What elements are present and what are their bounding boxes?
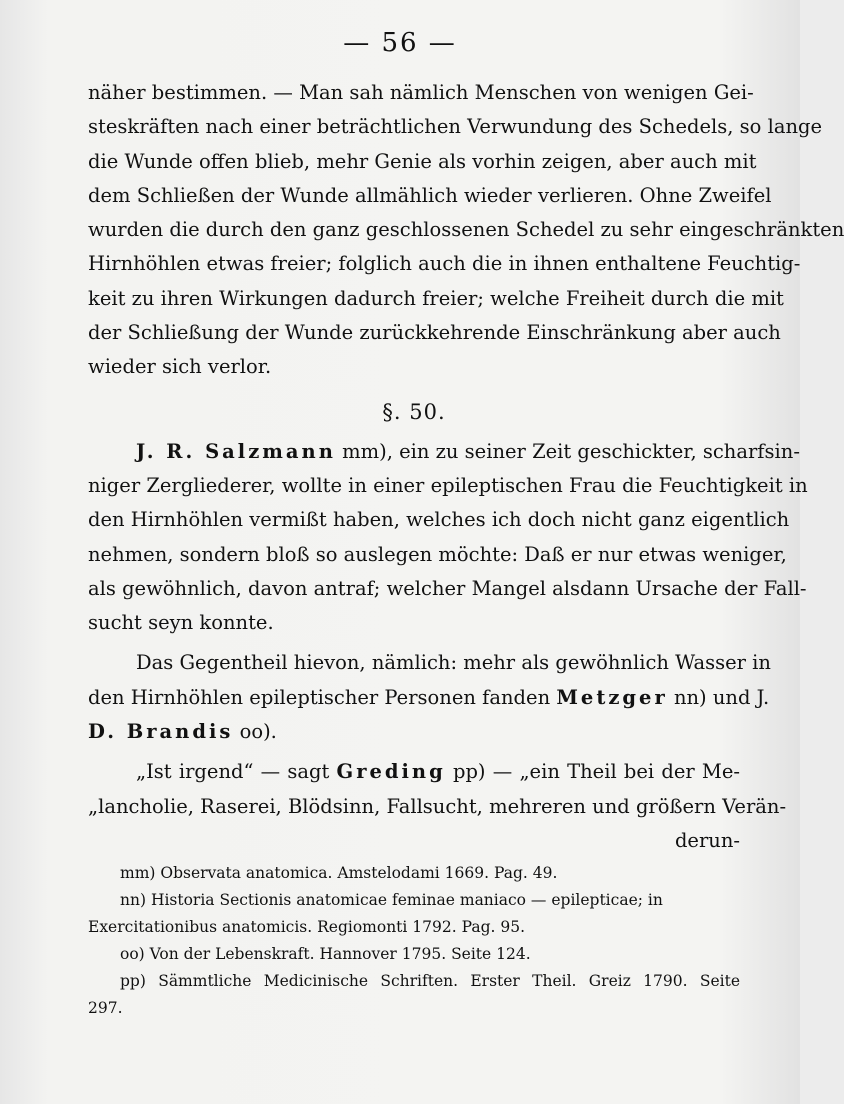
text-line: steskräften nach einer beträchtlichen Verwundung des Schedels, so lange (88, 115, 823, 139)
text-line: nehmen, sondern bloß so auslegen möchte: Daß er nur etwas weniger, (88, 542, 787, 566)
text-run: pp) — „ein Theil bei der Me- (452, 760, 741, 784)
text-line (88, 715, 740, 749)
text-line: sucht seyn konnte. (88, 611, 274, 635)
footnote: nn) Historia Sectionis anatomicae feminae maniaco — epilepticae; in (120, 891, 663, 909)
text-run: nn) und J. (673, 685, 770, 709)
text-line: wieder sich verlor. (88, 355, 272, 379)
page-number: — 56 — (343, 28, 457, 58)
main-text (88, 76, 844, 858)
text-line: näher bestimmen. — Man sah nämlich Menschen von wenigen Gei- (88, 81, 754, 104)
text-line: „lancholie, Raserei, Blödsinn, Fallsucht, mehreren und größern Verän- (88, 794, 787, 818)
text-line: den Hirnhöhlen vermißt haben, welches ich doch nicht ganz eigentlich (88, 508, 790, 532)
text-line (88, 755, 740, 789)
footnotes (88, 860, 740, 1022)
text-line: die Wunde offen blieb, mehr Genie als vorhin zeigen, aber auch mit (88, 149, 757, 173)
footnote: 297. (88, 999, 123, 1017)
text-line: als gewöhnlich, davon antraf; welcher Mangel alsdann Ursache der Fall- (88, 576, 807, 600)
text-line: Das Gegentheil hievon, nämlich: mehr als gewöhnlich Wasser in (136, 651, 771, 675)
section-heading: §. 50. (382, 399, 446, 424)
text-line: dem Schließen der Wunde allmählich wieder verlieren. Ohne Zweifel (88, 183, 772, 207)
footnote: Exercitationibus anatomicis. Regiomonti 1792. Pag. 95. (88, 918, 525, 936)
text-run: mm), ein zu seiner Zeit geschickter, scharfsin- (342, 439, 800, 463)
text-run: oo). (239, 720, 277, 744)
author-name: J. R. Salzmann (136, 439, 336, 463)
footnote: mm) Observata anatomica. Amstelodami 1669. Pag. 49. (120, 864, 558, 882)
catchword: derun- (674, 828, 740, 852)
footnote: pp) Sämmtliche Medicinische Schriften. Erster Theil. Greiz 1790. Seite (120, 972, 740, 990)
text-line (88, 681, 770, 715)
author-name: Metzger (556, 685, 668, 709)
text-line: keit zu ihren Wirkungen dadurch freier; welche Freiheit durch die mit (88, 286, 784, 310)
footnote: oo) Von der Lebenskraft. Hannover 1795. Seite 124. (120, 945, 531, 963)
text-run: „Ist irgend“ — sagt (136, 760, 330, 784)
author-name: Greding (336, 760, 446, 784)
text-line: wurden die durch den ganz geschlossenen Schedel zu sehr eingeschränkten (88, 218, 844, 242)
text-run: den Hirnhöhlen epileptischer Personen fanden (88, 685, 551, 709)
text-line (88, 435, 800, 469)
text-line: der Schließung der Wunde zurückkehrende Einschränkung aber auch (88, 321, 781, 345)
text-line: niger Zergliederer, wollte in einer epileptischen Frau die Feuchtigkeit in (88, 473, 808, 497)
text-line: Hirnhöhlen etwas freier; folglich auch die in ihnen enthaltene Feuchtig- (88, 252, 801, 276)
author-name: D. Brandis (88, 720, 234, 744)
